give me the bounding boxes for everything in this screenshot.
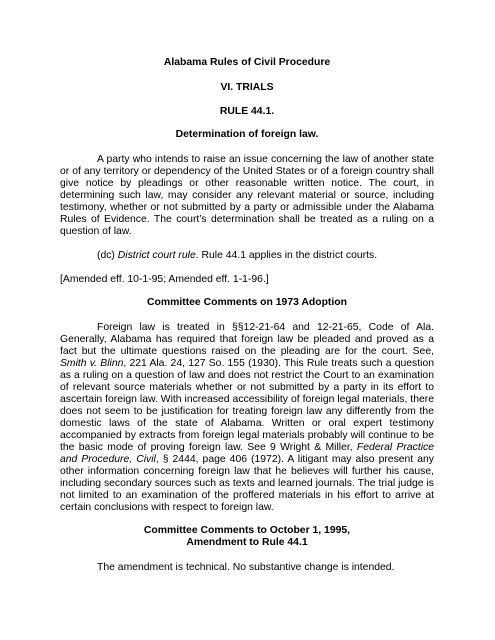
rule-text-line: Rules of Evidence. The court’s determination shall be treated as a ruling on a	[60, 214, 434, 225]
treatise-title: Federal Practice	[356, 442, 434, 453]
comments-1973-heading: Committee Comments on 1973 Adoption	[147, 297, 347, 308]
comment-line: fact but the ultimate questions raised on the pleading are for the court. See,	[60, 346, 434, 357]
comment-line: Foreign law is treated in §§12-21-64 and 12-21-65, Code of Ala.	[97, 322, 434, 333]
comment-line	[60, 454, 434, 466]
comment-line: including secondary sources such as texts and learned journals. The trial judge is	[60, 478, 434, 489]
comment-line: does not seem to be justification for treating foreign law any differently from the	[60, 406, 434, 417]
rule-text-line: or of any territory or dependency of the United States or of a foreign country shall	[60, 166, 434, 177]
comment-line	[60, 442, 434, 454]
dc-rest: . Rule 44.1 applies in the district courts.	[195, 250, 378, 261]
comments-1995-text: The amendment is technical. No substantive change is intended.	[97, 562, 395, 573]
amendment-note: [Amended eff. 10-1-95; Amended eff. 1-1-96.]	[60, 274, 269, 285]
rule-text-line: determining such law, may consider any relevant material or source, including	[60, 190, 434, 201]
comments-1995-heading: Committee Comments to October 1, 1995,	[143, 525, 351, 536]
comment-line	[60, 358, 434, 370]
comments-1995-subheading: Amendment to Rule 44.1	[186, 537, 308, 548]
document-title: Alabama Rules of Civil Procedure	[163, 57, 331, 68]
comment-line: ascertain foreign law. With increased accessibility of foreign legal materials, there	[60, 394, 434, 405]
comment-text: , 221 Ala. 24, 127 So. 155 (1930). This Rule treats such a question	[123, 358, 435, 369]
case-citation: Smith v. Blinn	[60, 358, 124, 369]
rule-text-line: give notice by pleadings or other reasonable written notice. The court, in	[60, 178, 434, 189]
comment-line: certain conclusions with respect to foreign law.	[60, 502, 274, 513]
treatise-title: and Procedure, Civil	[60, 454, 156, 465]
comment-line: of relevant source materials whether or not submitted by a party in its effort to	[60, 382, 434, 393]
section-heading: VI. TRIALS	[220, 82, 274, 93]
rule-text-line: testimony, whether or not submitted by a party or admissible under the Alabama	[60, 202, 434, 213]
rule-subtitle: Determination of foreign law.	[175, 129, 319, 140]
comment-text: , § 2444, page 406 (1972). A litigant may also present any	[155, 454, 434, 465]
rule-text-line: question of law.	[60, 226, 132, 237]
comment-line: Generally, Alabama has required that foreign law be pleaded and proved as a	[60, 334, 434, 345]
comment-line: not limited to an examination of the proffered materials in his effort to arrive at	[60, 490, 434, 501]
comment-line: as a ruling on a question of law and does not restrict the Court to an examination	[60, 370, 434, 381]
dc-italic: District court rule	[117, 250, 196, 261]
dc-prefix: (dc)	[97, 250, 118, 261]
district-court-note	[97, 250, 434, 262]
rule-number: RULE 44.1.	[219, 106, 275, 117]
comment-line: other information concerning foreign law that he believes will further his cause,	[60, 466, 434, 477]
rule-text-line: A party who intends to raise an issue concerning the law of another state	[97, 154, 434, 165]
comment-line: domestic laws of the state of Alabama. Written or oral expert testimony	[60, 418, 434, 429]
comment-text: the basic mode of proving foreign law. See 9 Wright & Miller,	[60, 442, 357, 453]
comment-line: accompanied by extracts from foreign legal materials probably will continue to be	[60, 430, 434, 441]
